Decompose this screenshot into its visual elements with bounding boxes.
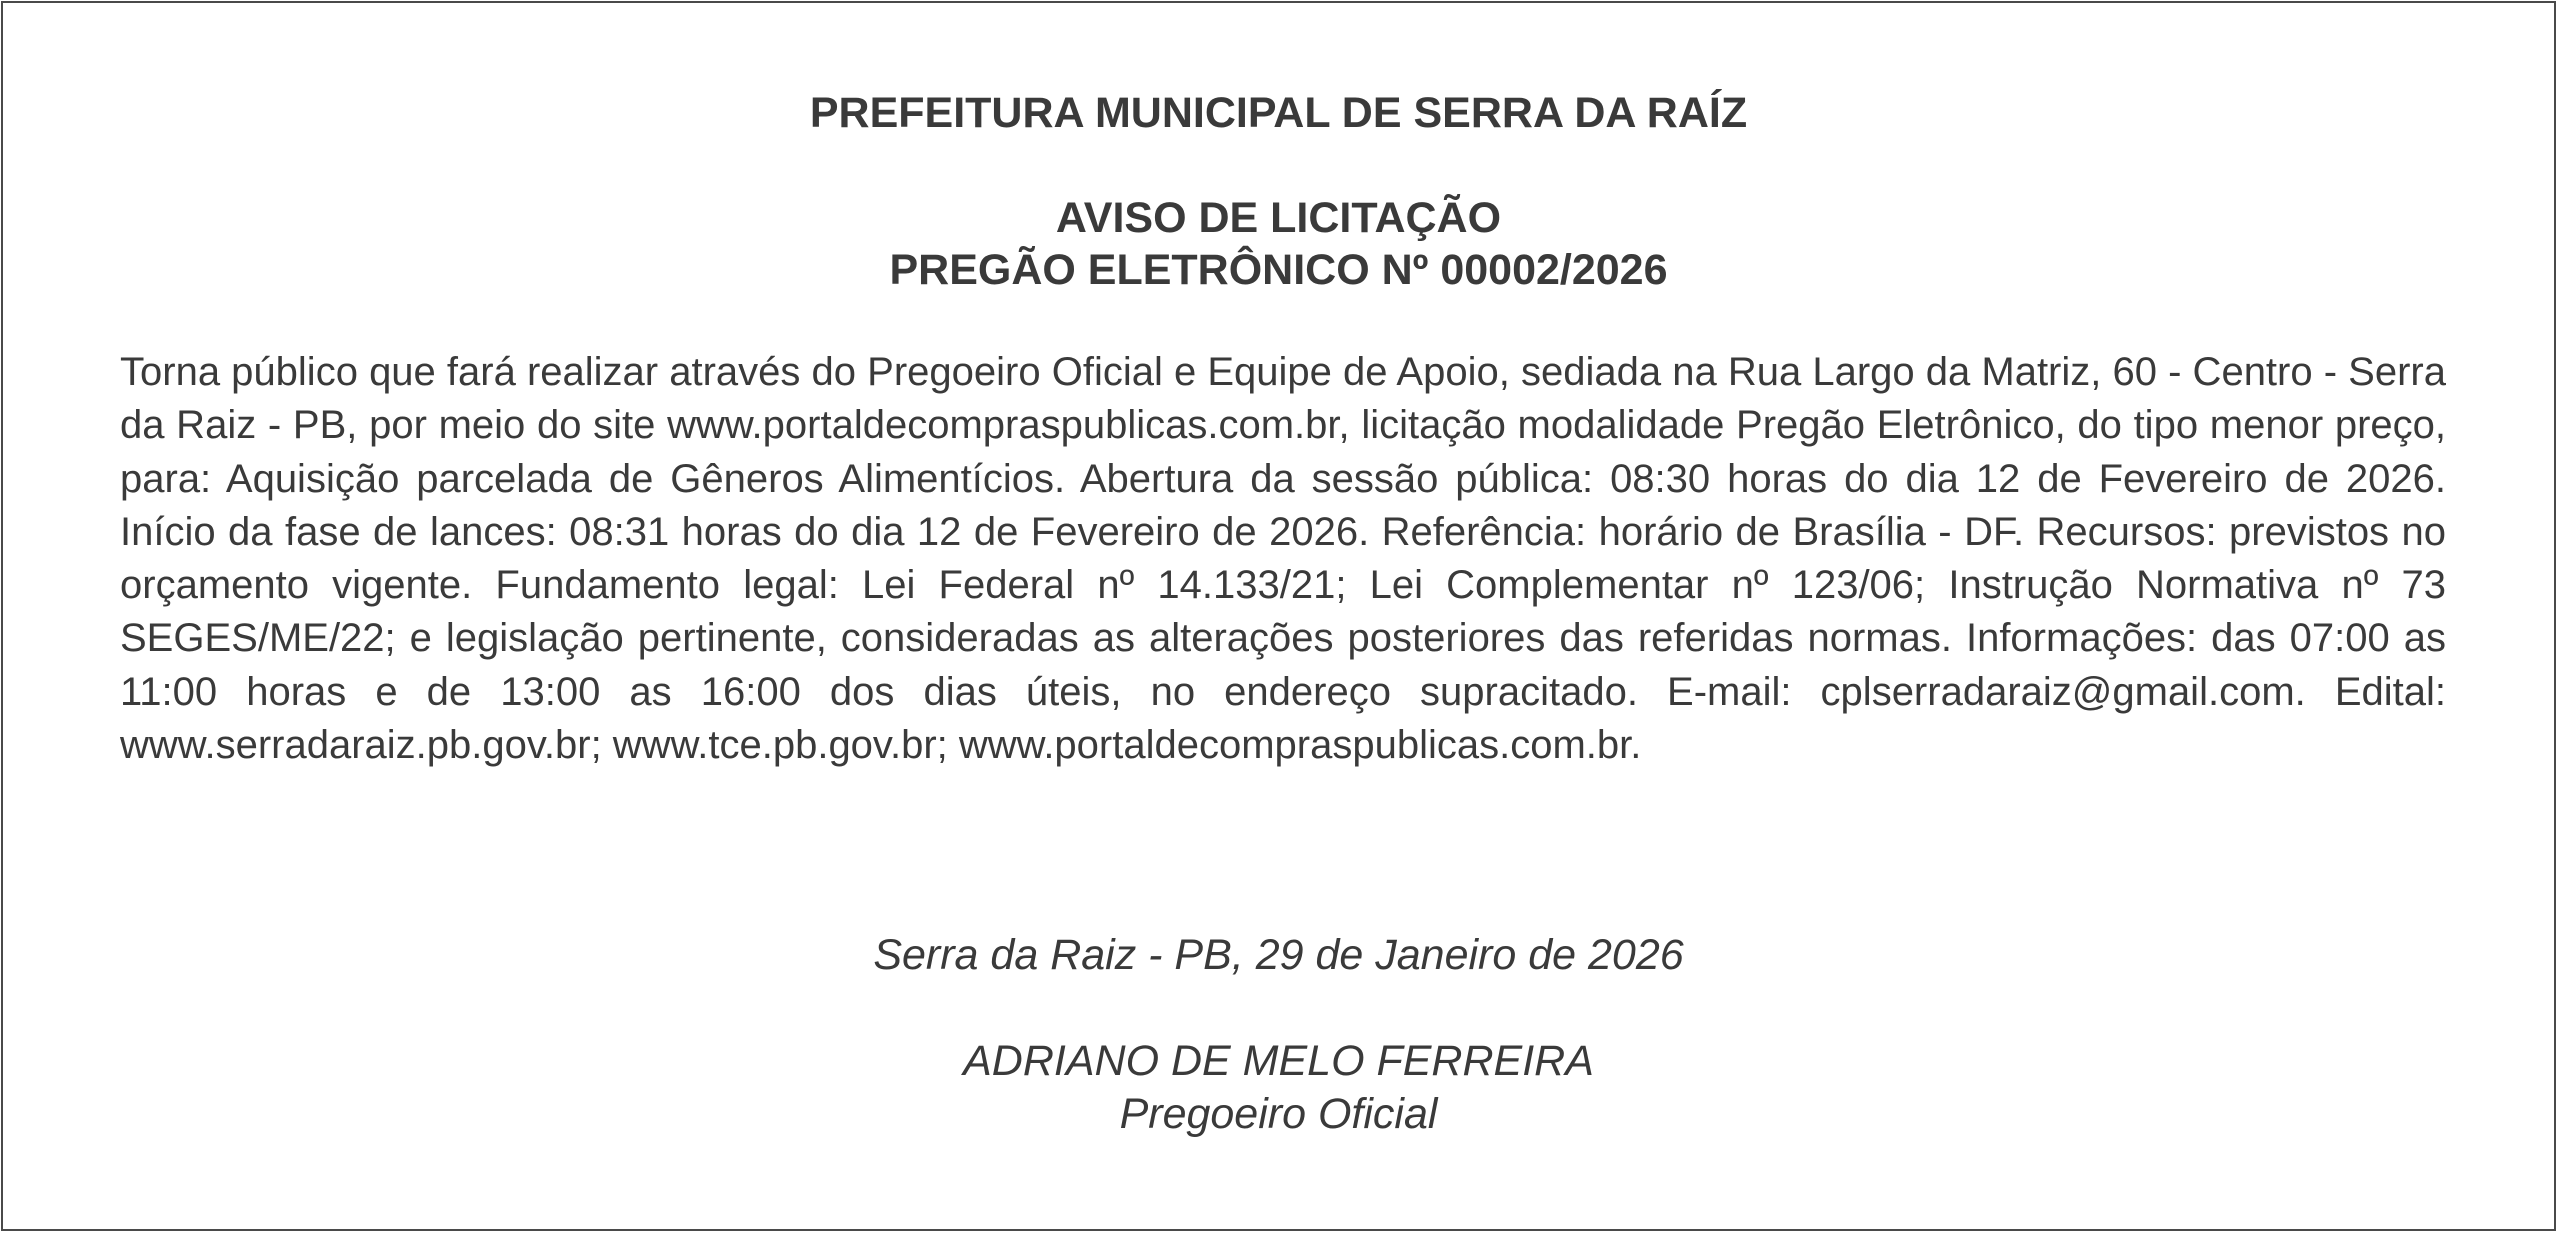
- signer-name: ADRIANO DE MELO FERREIRA: [963, 1037, 1594, 1085]
- notice-subtitle: PREGÃO ELETRÔNICO Nº 00002/2026: [889, 246, 1668, 294]
- organization-heading: PREFEITURA MUNICIPAL DE SERRA DA RAÍZ: [809, 89, 1748, 137]
- notice-frame: [1, 1, 2556, 1231]
- place-date: Serra da Raiz - PB, 29 de Janeiro de 2026: [873, 931, 1684, 979]
- notice-body: Torna público que fará realizar através do Pregoeiro Oficial e Equipe de Apoio, sediada na Rua Largo da Matriz, 60 - Centro - Serra da Raiz - PB, por meio do site www.portaldecompraspublicas.com.br, licitação modalidade Pregão Eletrônico, do tipo menor preço, para: Aquisição parcelada de Gêneros Alimentícios. Abertura da sessão pública: 08:30 horas do dia 12 de Fevereiro de 2026. Início da fase de lances: 08:31 horas do dia 12 de Fevereiro de 2026. Referência: horário de Brasília - DF. Recursos: previstos no orçamento vigente. Fundamento legal: Lei Federal nº 14.133/21; Lei Complementar nº 123/06; Instrução Normativa nº 73 SEGES/ME/22; e legislação pertinente, consideradas as alterações posteriores das referidas normas. Informações: das 07:00 as 11:00 horas e de 13:00 as 16:00 dos dias úteis, no endereço supracitado. E-mail: cplserradaraiz@gmail.com. Edital: www.serradaraiz.pb.gov.br; www.tce.pb.gov.br; www.portaldecompraspublicas.com.br.: [120, 350, 2446, 768]
- notice-title: AVISO DE LICITAÇÃO: [1055, 194, 1502, 242]
- signer-role: Pregoeiro Oficial: [1119, 1090, 1438, 1138]
